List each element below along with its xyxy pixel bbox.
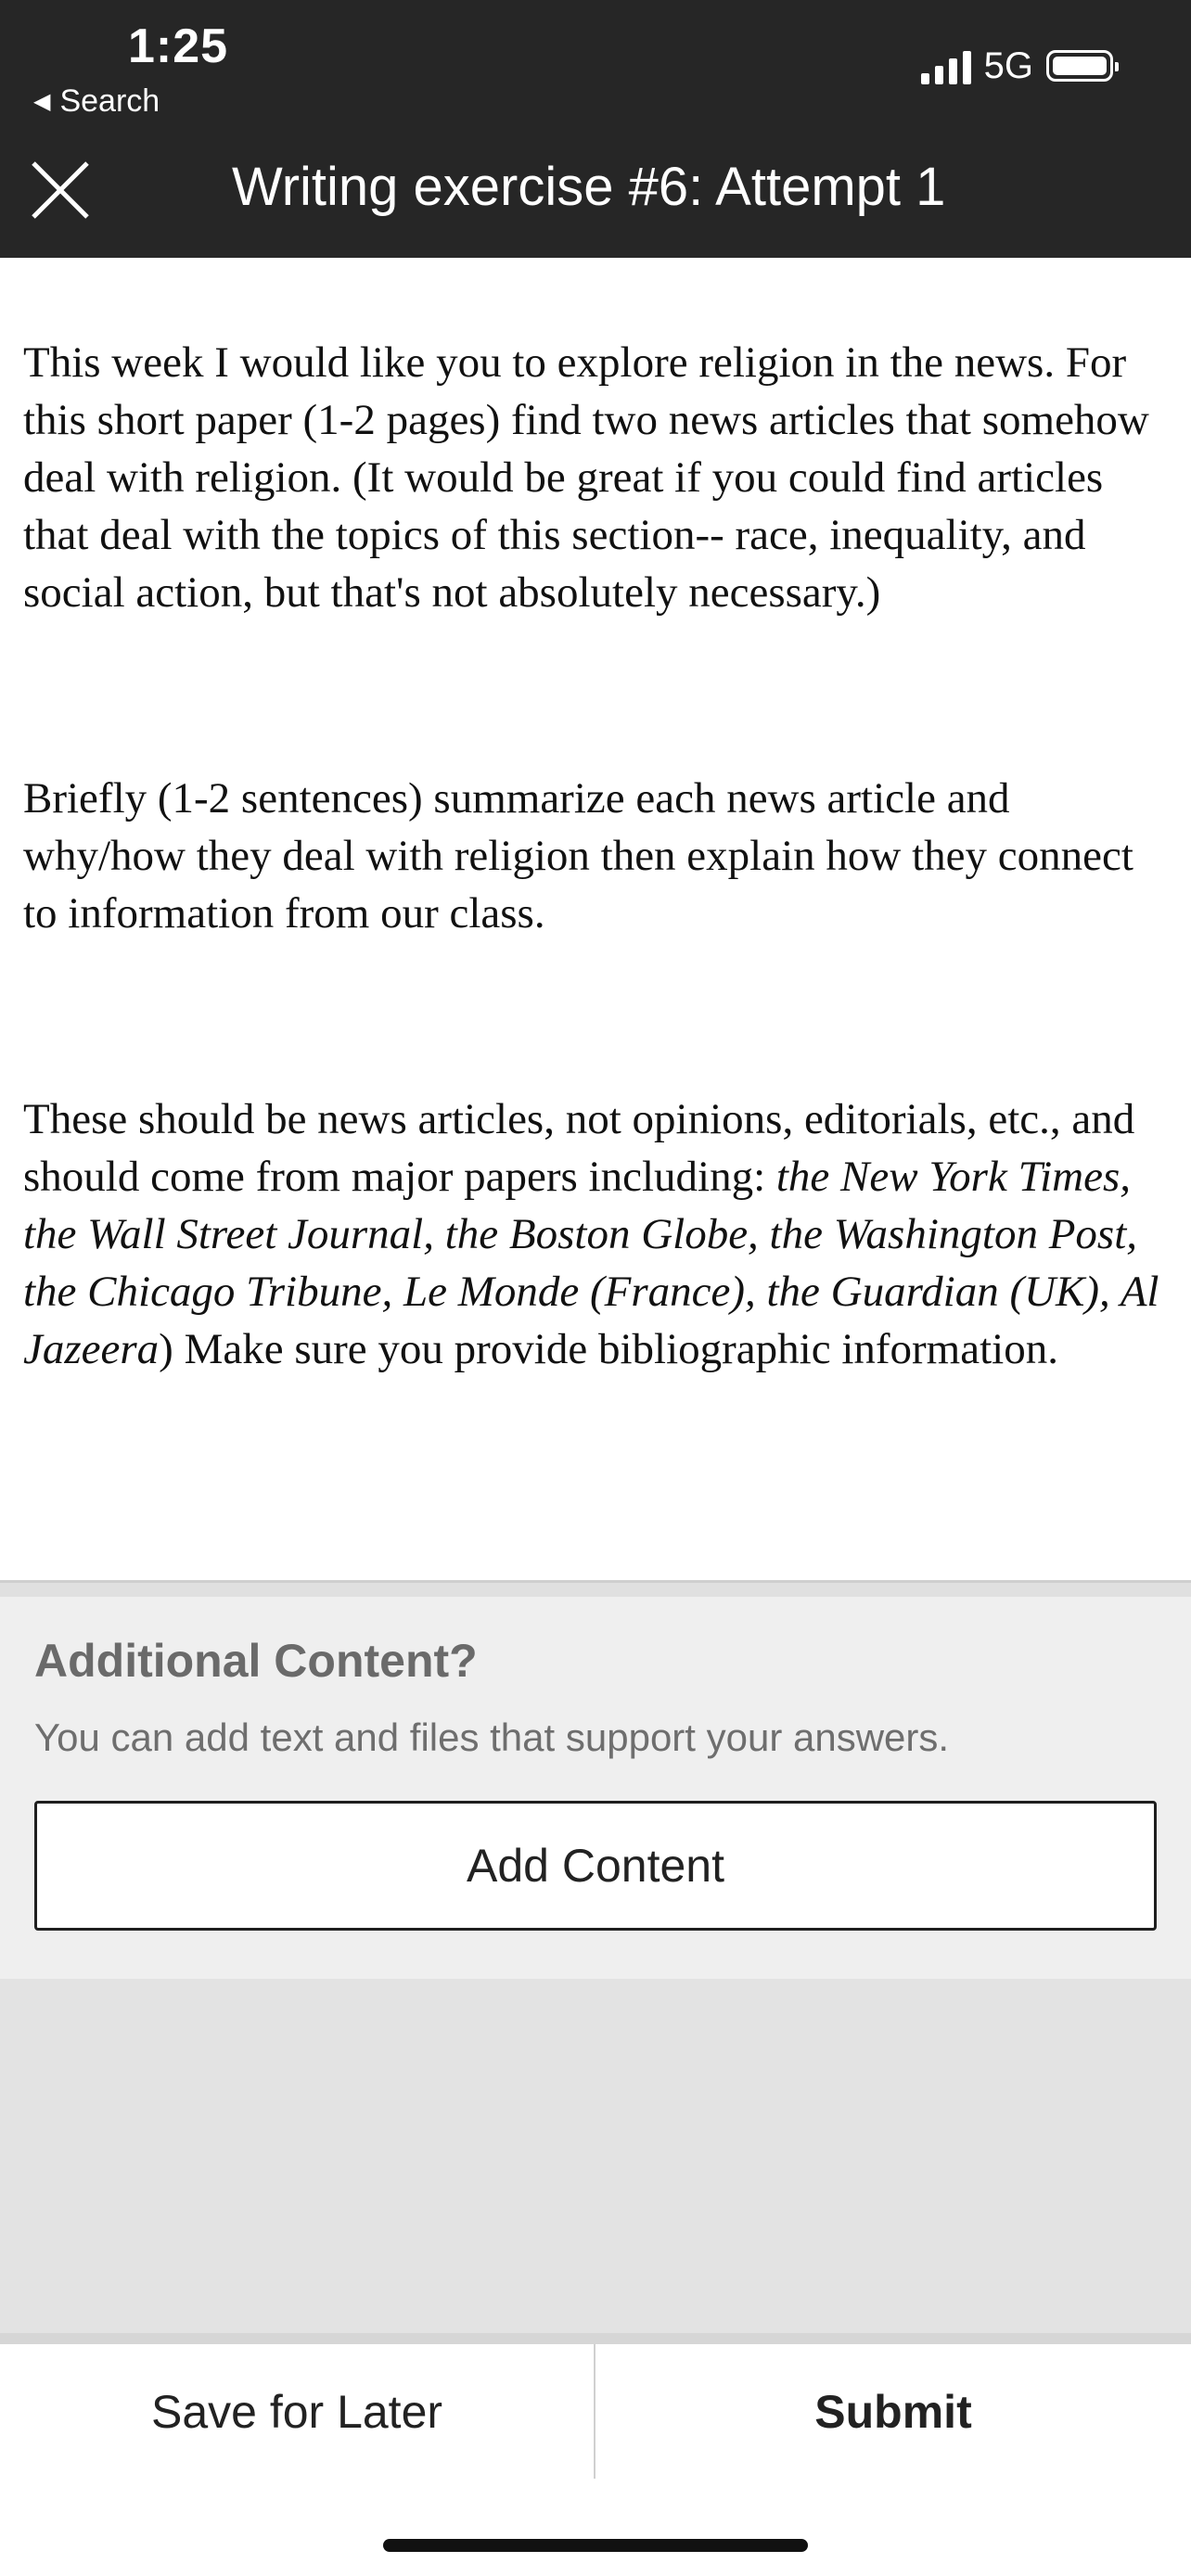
additional-content-subtext: You can add text and files that support your answers. <box>34 1715 950 1759</box>
footer-divider <box>0 2333 1191 2344</box>
signal-strength-icon <box>921 47 971 84</box>
back-triangle-icon: ◀ <box>33 89 51 114</box>
instruction-paragraph-2: Briefly (1-2 sentences) summarize each news article and why/how they deal with religion then explain how they connect to information from our class. <box>23 774 1133 937</box>
instruction-paragraph-3 <box>23 1090 1164 1378</box>
empty-content-area <box>0 1979 1191 2333</box>
status-time: 1:25 <box>128 19 229 73</box>
save-for-later-button[interactable]: Save for Later <box>150 2385 443 2438</box>
back-label: Search <box>59 83 160 119</box>
close-button[interactable] <box>28 158 93 223</box>
network-type: 5G <box>983 45 1033 86</box>
add-content-button[interactable]: Add Content <box>34 1801 1157 1931</box>
page-title: Writing exercise #6: Attempt 1 <box>232 157 946 217</box>
submit-button[interactable]: Submit <box>814 2385 972 2438</box>
newspaper-list: the New York Times, the Wall Street Journal, the Boston Globe, the Washington Post, the Chicago Tribune, Le Monde (France), the Guardian (UK), Al Jazeera <box>23 1153 1159 1373</box>
instruction-paragraph-1: This week I would like you to explore religion in the news. For this short paper (1-2 pages) find two news articles that somehow deal with religion. (It would be great if you could find articles that deal with the topics of this section-- race, inequality, and social action, but that's not absolutely necessary.) <box>23 338 1149 617</box>
battery-icon <box>1046 50 1113 82</box>
close-icon <box>30 159 91 221</box>
additional-content-heading: Additional Content? <box>34 1635 478 1687</box>
assignment-instructions <box>23 334 1164 1378</box>
status-indicators <box>921 43 1113 89</box>
paragraph-3-intro: These should be news articles, not opinions, editorials, etc., and should come from major papers including: <box>23 1095 1135 1201</box>
paragraph-3-closing: ) Make sure you provide bibliographic information. <box>159 1325 1058 1373</box>
additional-content-section <box>0 1597 1191 1979</box>
section-divider <box>0 1580 1191 1597</box>
home-indicator[interactable] <box>383 2539 808 2552</box>
top-bar <box>0 0 1191 258</box>
back-to-search-link[interactable] <box>33 83 160 120</box>
